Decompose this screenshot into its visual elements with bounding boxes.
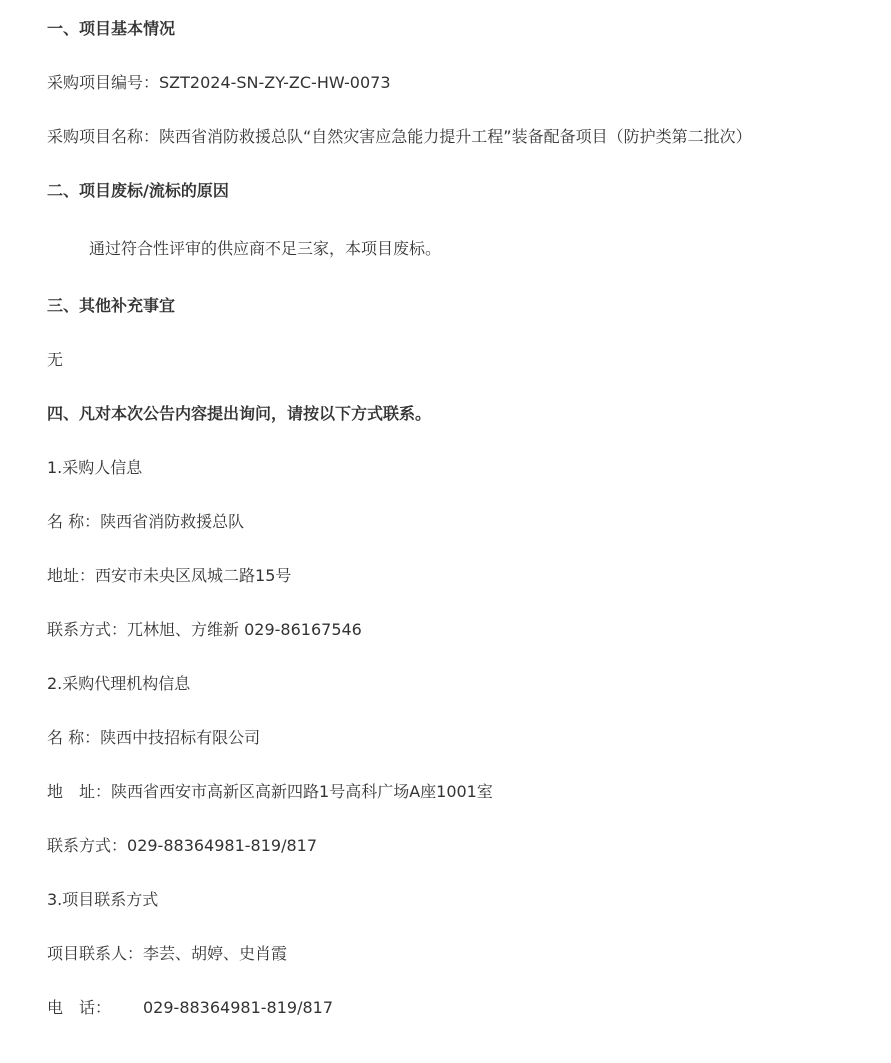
purchaser-contact-row: [47, 619, 362, 641]
purchaser-contact-label: 联系方式：: [47, 620, 128, 639]
section-heading-contact: 四、凡对本次公告内容提出询问，请按以下方式联系。: [47, 404, 432, 423]
project-name-row: [47, 126, 752, 148]
cancel-reason-text: 通过符合性评审的供应商不足三家，本项目废标。: [89, 239, 442, 258]
agency-contact-row: [47, 835, 317, 857]
other-matters-text: 无: [47, 350, 64, 369]
purchaser-address-label: 地址：: [47, 566, 96, 585]
purchaser-name-row: [47, 511, 244, 533]
project-name-label: 采购项目名称：: [47, 127, 160, 146]
section-heading-cancel-reason: 二、项目废标/流标的原因: [47, 181, 229, 200]
section-heading-basic-info: 一、项目基本情况: [47, 19, 176, 38]
project-contact-person-label: 项目联系人：: [47, 944, 144, 963]
project-contact-title: 3.项目联系方式: [47, 890, 159, 909]
section-heading-other-matters: 三、其他补充事宜: [47, 296, 176, 315]
project-contact-phone-label: 电 话：: [47, 998, 112, 1017]
agency-contact-label: 联系方式：: [47, 836, 128, 855]
agency-info-title: 2.采购代理机构信息: [47, 674, 191, 693]
project-contact-phone-value: 029-88364981-819/817: [143, 998, 333, 1017]
agency-contact-value: 029-88364981-819/817: [127, 836, 318, 855]
project-name-value: 陕西省消防救援总队“自然灾害应急能力提升工程”装备配备项目（防护类第二批次）: [159, 127, 752, 146]
project-contact-person-value: 李芸、胡婷、史肖霞: [143, 944, 288, 963]
project-contact-phone-row: [47, 997, 333, 1019]
agency-address-label: 地 址：: [47, 782, 112, 801]
agency-name-row: [47, 727, 260, 749]
purchaser-name-label: 名 称：: [47, 512, 101, 531]
project-number-label: 采购项目编号：: [47, 73, 160, 92]
agency-address-value: 陕西省西安市高新区高新四路1号高科广场A座1001室: [111, 782, 493, 801]
project-number-value: SZT2024-SN-ZY-ZC-HW-0073: [159, 73, 391, 92]
purchaser-contact-value: 兀林旭、方维新 029-86167546: [127, 620, 362, 639]
agency-address-row: [47, 781, 493, 803]
agency-name-label: 名 称：: [47, 728, 101, 747]
project-contact-person-row: [47, 943, 287, 965]
purchaser-info-title: 1.采购人信息: [47, 458, 143, 477]
purchaser-address-value: 西安市未央区凤城二路15号: [95, 566, 292, 585]
agency-name-value: 陕西中技招标有限公司: [100, 728, 261, 747]
purchaser-name-value: 陕西省消防救援总队: [100, 512, 245, 531]
purchaser-address-row: [47, 565, 291, 587]
project-number-row: [47, 72, 391, 94]
